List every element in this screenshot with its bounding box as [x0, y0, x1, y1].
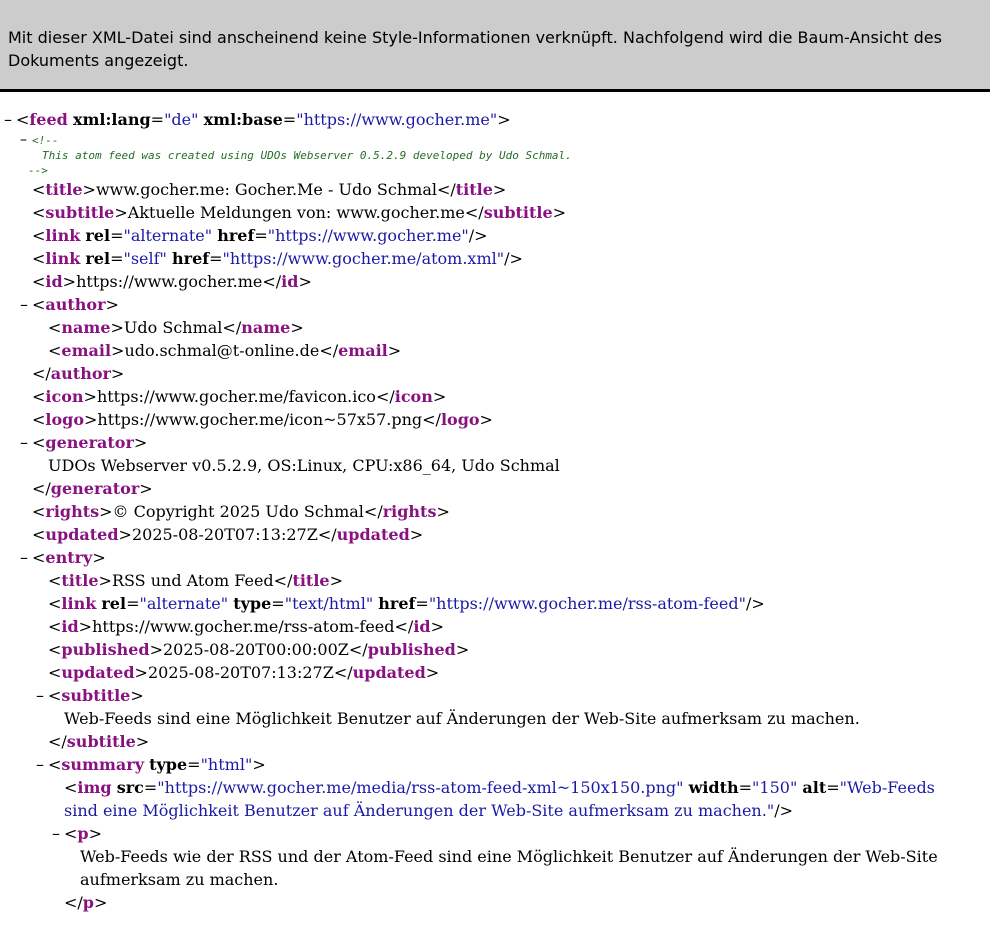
link-self-element: <link rel="self" href="https://www.gocher.me/atom.xml"/>	[32, 249, 523, 268]
logo-element: <logo>https://www.gocher.me/icon~57x57.png</logo>	[32, 410, 493, 429]
entry-id-element: <id>https://www.gocher.me/rss-atom-feed</id>	[48, 617, 444, 636]
feed-open-tag: – <feed xml:lang="de" xml:base="https://www.gocher.me">	[4, 110, 511, 129]
collapse-toggle[interactable]: –	[20, 132, 27, 148]
entry-subtitle-close-tag: </subtitle>	[48, 732, 150, 751]
generator-open-tag: – <generator>	[20, 433, 148, 452]
email-element: <email>udo.schmal@t-online.de</email>	[48, 341, 402, 360]
author-open-tag: – <author>	[20, 295, 119, 314]
link-alternate-element: <link rel="alternate" href="https://www.gocher.me"/>	[32, 226, 488, 245]
collapse-toggle[interactable]: –	[36, 686, 44, 705]
xml-info-message: Mit dieser XML-Datei sind anscheinend keine Style-Informationen verknüpft. Nachfolgend wird die Baum-Ansicht des Dokuments angezeigt.	[8, 28, 942, 70]
xml-info-banner	[0, 0, 990, 92]
collapse-toggle[interactable]: –	[52, 824, 60, 843]
entry-subtitle-open-tag: – <subtitle>	[36, 686, 144, 705]
entry-published-element: <published>2025-08-20T00:00:00Z</published>	[48, 640, 470, 659]
entry-updated-element: <updated>2025-08-20T07:13:27Z</updated>	[48, 663, 440, 682]
id-element: <id>https://www.gocher.me</id>	[32, 272, 312, 291]
entry-title-element: <title>RSS und Atom Feed</title>	[48, 571, 343, 590]
img-element: <img src="https://www.gocher.me/media/rss-atom-feed-xml~150x150.png" width="150" alt="Web-Feeds sind eine Möglichkeit Benutzer auf Änderungen der Web-Site aufmerksam zu machen."/>	[64, 778, 935, 820]
p-text: Web-Feeds wie der RSS und der Atom-Feed sind eine Möglichkeit Benutzer auf Änderungen der Web-Site aufmerksam zu machen.	[80, 847, 938, 889]
subtitle-element: <subtitle>Aktuelle Meldungen von: www.gocher.me</subtitle>	[32, 203, 567, 222]
icon-element: <icon>https://www.gocher.me/favicon.ico</icon>	[32, 387, 447, 406]
collapse-toggle[interactable]: –	[20, 433, 28, 452]
collapse-toggle[interactable]: –	[4, 110, 12, 129]
title-element: <title>www.gocher.me: Gocher.Me - Udo Schmal</title>	[32, 180, 507, 199]
entry-open-tag: – <entry>	[20, 548, 106, 567]
summary-open-tag: – <summary type="html">	[36, 755, 266, 774]
rights-element: <rights>© Copyright 2025 Udo Schmal</rights>	[32, 502, 450, 521]
collapse-toggle[interactable]: –	[20, 548, 28, 567]
entry-subtitle-text: Web-Feeds sind eine Möglichkeit Benutzer auf Änderungen der Web-Site aufmerksam zu machen.	[64, 709, 860, 728]
xml-comment: – <!-- This atom feed was created using UDOs Webserver 0.5.2.9 developed by Udo Schmal. -->	[20, 132, 572, 177]
generator-text: UDOs Webserver v0.5.2.9, OS:Linux, CPU:x86_64, Udo Schmal	[48, 456, 560, 475]
name-element: <name>Udo Schmal</name>	[48, 318, 304, 337]
author-close-tag: </author>	[32, 364, 125, 383]
p-close-tag: </p>	[64, 893, 108, 912]
collapse-toggle[interactable]: –	[20, 295, 28, 314]
generator-close-tag: </generator>	[32, 479, 153, 498]
collapse-toggle[interactable]: –	[36, 755, 44, 774]
entry-link-element: <link rel="alternate" type="text/html" href="https://www.gocher.me/rss-atom-feed"/>	[48, 594, 765, 613]
p-open-tag: – <p>	[52, 824, 102, 843]
updated-element: <updated>2025-08-20T07:13:27Z</updated>	[32, 525, 424, 544]
xml-tree	[0, 92, 990, 914]
